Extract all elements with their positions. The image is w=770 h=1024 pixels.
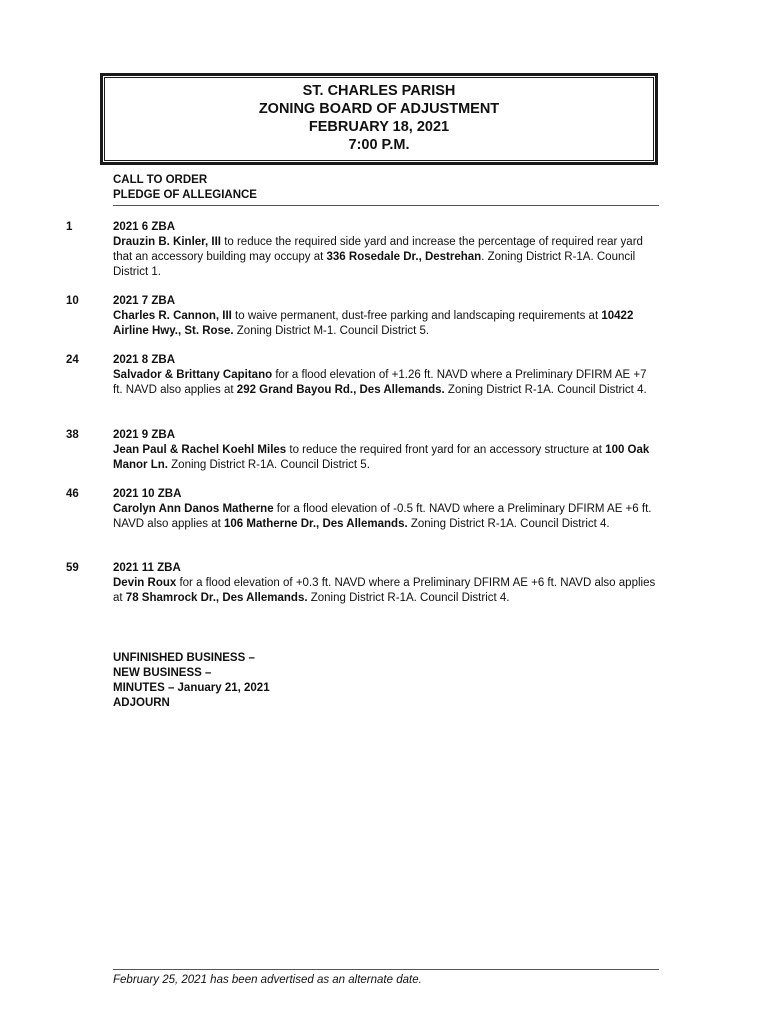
property-address: 106 Matherne Dr., Des Allemands. [224,518,408,530]
parish-name: ST. CHARLES PARISH [302,83,456,99]
new-business: NEW BUSINESS – [113,667,212,679]
agenda-title-box [100,73,658,165]
item-description: Carolyn Ann Danos Matherne for a flood elevation of -0.5 ft. NAVD where a Preliminary DFIRM AE +6 ft. NAVD also applies at 106 Matherne Dr., Des Allemands. Zoning District R-1A. Council District 4. [113,503,652,530]
item-number: 24 [66,354,79,366]
applicant-name: Devin Roux [113,577,177,589]
applicant-name: Drauzin B. Kinler, III [113,236,221,248]
pledge-of-allegiance: PLEDGE OF ALLEGIANCE [113,189,257,201]
item-description: Drauzin B. Kinler, III to reduce the required side yard and increase the percentage of required rear yard that an accessory building may occupy at 336 Rosedale Dr., Destrehan. Zoning District R-1A. Council District 1. [113,236,643,278]
item-description: Jean Paul & Rachel Koehl Miles to reduce the required front yard for an accessory structure at 100 Oak Manor Ln. Zoning District R-1A. Council District 5. [113,444,650,471]
item-body [113,353,658,398]
applicant-name: Salvador & Brittany Capitano [113,369,273,381]
case-number: 2021 7 ZBA [113,295,176,307]
applicant-name: Jean Paul & Rachel Koehl Miles [113,444,287,456]
closing-section [113,651,270,711]
item-body [113,428,658,473]
item-body [113,294,658,339]
item-description: Salvador & Brittany Capitano for a flood elevation of +1.26 ft. NAVD where a Preliminary DFIRM AE +7 ft. NAVD also applies at 292 Grand Bayou Rd., Des Allemands. Zoning District R-1A. Council District 4. [113,369,647,396]
item-number: 1 [66,221,73,233]
applicant-name: Charles R. Cannon, III [113,310,232,322]
property-address: 78 Shamrock Dr., Des Allemands. [125,592,308,604]
opening-section [113,173,659,206]
footer-note: February 25, 2021 has been advertised as an alternate date. [113,969,659,988]
item-description: Devin Roux for a flood elevation of +0.3 ft. NAVD where a Preliminary DFIRM AE +6 ft. NAVD also applies at 78 Shamrock Dr., Des Allemands. Zoning District R-1A. Council District 4. [113,577,656,604]
item-number: 46 [66,488,79,500]
item-number: 59 [66,562,79,574]
case-number: 2021 11 ZBA [113,562,181,574]
item-number: 38 [66,429,79,441]
item-body [113,487,658,532]
minutes: MINUTES – January 21, 2021 [113,682,270,694]
case-number: 2021 6 ZBA [113,221,176,233]
item-number: 10 [66,295,79,307]
property-address: 336 Rosedale Dr., Destrehan [326,251,482,263]
meeting-time: 7:00 P.M. [348,137,410,153]
board-name: ZONING BOARD OF ADJUSTMENT [258,101,500,117]
meeting-date: FEBRUARY 18, 2021 [308,119,450,135]
unfinished-business: UNFINISHED BUSINESS – [113,652,255,664]
item-body [113,220,658,280]
case-number: 2021 9 ZBA [113,429,176,441]
adjourn: ADJOURN [113,697,170,709]
case-number: 2021 10 ZBA [113,488,182,500]
case-number: 2021 8 ZBA [113,354,176,366]
item-body [113,561,658,606]
call-to-order: CALL TO ORDER [113,174,208,186]
property-address: 292 Grand Bayou Rd., Des Allemands. [236,384,445,396]
applicant-name: Carolyn Ann Danos Matherne [113,503,274,515]
property-address: 100 Oak Manor Ln. [113,444,650,471]
item-description: Charles R. Cannon, III to waive permanent, dust-free parking and landscaping requirements at 10422 Airline Hwy., St. Rose. Zoning District M-1. Council District 5. [113,310,634,337]
property-address: 10422 Airline Hwy., St. Rose. [113,310,634,337]
